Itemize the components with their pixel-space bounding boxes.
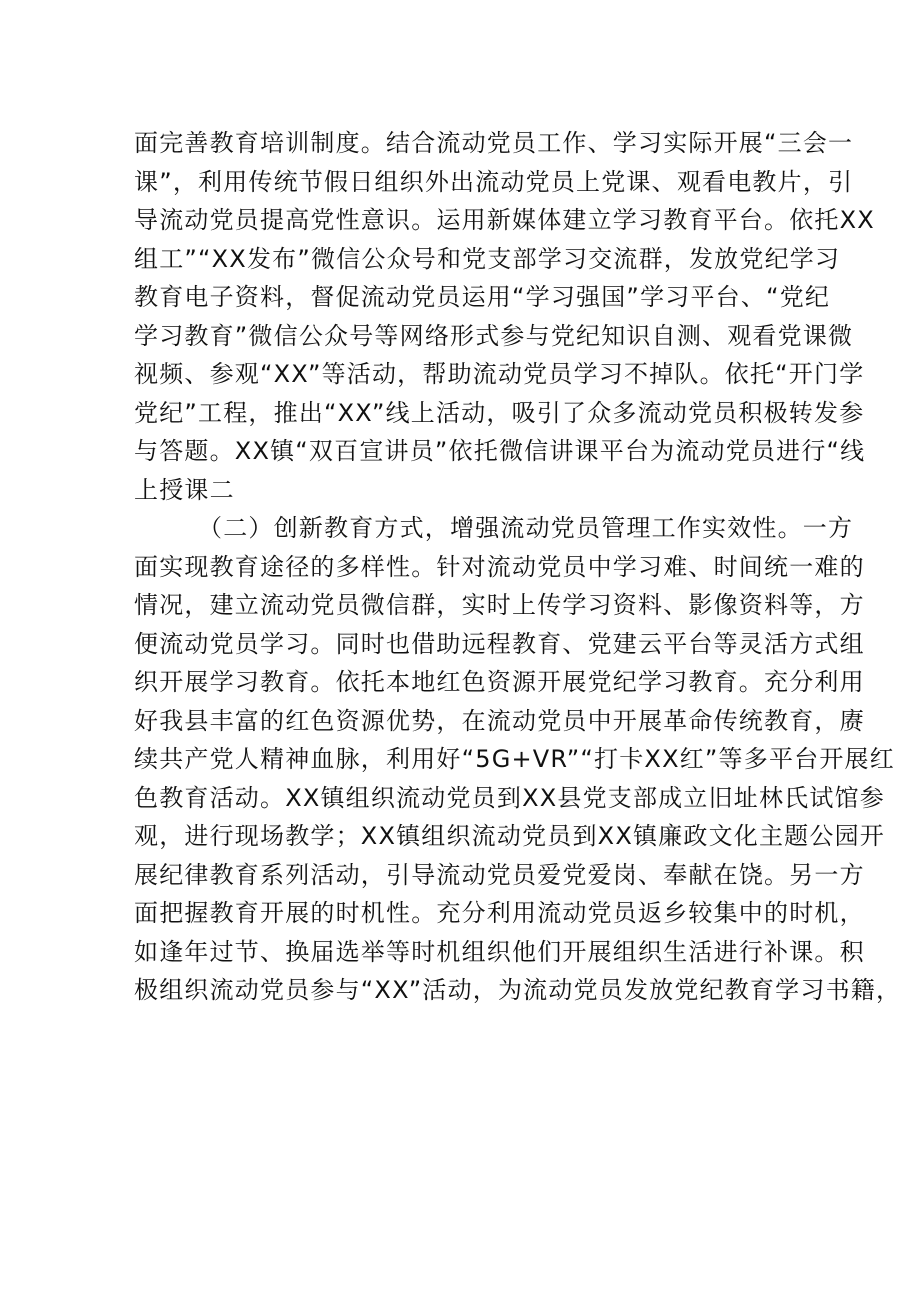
text-line: 极组织流动党员参与“XX”活动，为流动党员发放党纪教育学习书籍， (134, 976, 902, 1004)
text-line: 面完善教育培训制度。结合流动党员工作、学习实际开展“三会一 (134, 129, 854, 157)
body-text (134, 124, 902, 1010)
text-line: 学习教育”微信公众号等网络形式参与党纪知识自测、观看党课微 (134, 321, 854, 350)
text-line: 便流动党员学习。同时也借助远程教育、党建云平台等灵活方式组 (134, 629, 865, 658)
text-line: 展纪律教育系列活动，引导流动党员爱党爱岗、奉献在饶。另一方 (134, 860, 865, 889)
text-line: 面实现教育途径的多样性。针对流动党员中学习难、时间统一难的 (134, 552, 865, 581)
text-line: 续共产党人精神血脉，利用好“5G+VR”“打卡XX红”等多平台开展红 (134, 745, 895, 773)
section-heading-line: （二）创新教育方式，增强流动党员管理工作实效性。一方 (198, 514, 854, 542)
text-line: 观，进行现场教学；XX镇组织流动党员到XX镇廉政文化主题公园开 (134, 822, 885, 850)
text-line: 织开展学习教育。依托本地红色资源开展党纪学习教育。充分利用 (134, 668, 865, 696)
text-line: 色教育活动。XX镇组织流动党员到XX县党支部成立旧址林氏试馆参 (134, 783, 885, 812)
text-line: 导流动党员提高党性意识。运用新媒体建立学习教育平台。依托XX (134, 206, 875, 234)
text-line: 好我县丰富的红色资源优势，在流动党员中开展革命传统教育，赓 (134, 706, 865, 735)
text-line: 上授课二 (134, 475, 235, 504)
text-line: 视频、参观“XX”等活动，帮助流动党员学习不掉队。依托“开门学 (134, 360, 865, 388)
text-line: 如逢年过节、换届选举等时机组织他们开展组织生活进行补课。积 (134, 937, 865, 966)
text-line: 课”，利用传统节假日组织外出流动党员上党课、观看电教片，引 (134, 167, 854, 196)
text-line: 面把握教育开展的时机性。充分利用流动党员返乡较集中的时机， (134, 899, 865, 927)
text-line: 与答题。XX镇“双百宣讲员”依托微信讲课平台为流动党员进行“线 (134, 437, 866, 465)
text-line: 党纪”工程，推出“XX”线上活动，吸引了众多流动党员积极转发参 (134, 398, 865, 427)
text-line: 组工”“XX发布”微信公众号和党支部学习交流群，发放党纪学习 (134, 244, 841, 273)
text-line: 情况，建立流动党员微信群，实时上传学习资料、影像资料等，方 (134, 591, 865, 619)
text-line: 教育电子资料，督促流动党员运用“学习强国”学习平台、“党纪 (134, 283, 831, 311)
